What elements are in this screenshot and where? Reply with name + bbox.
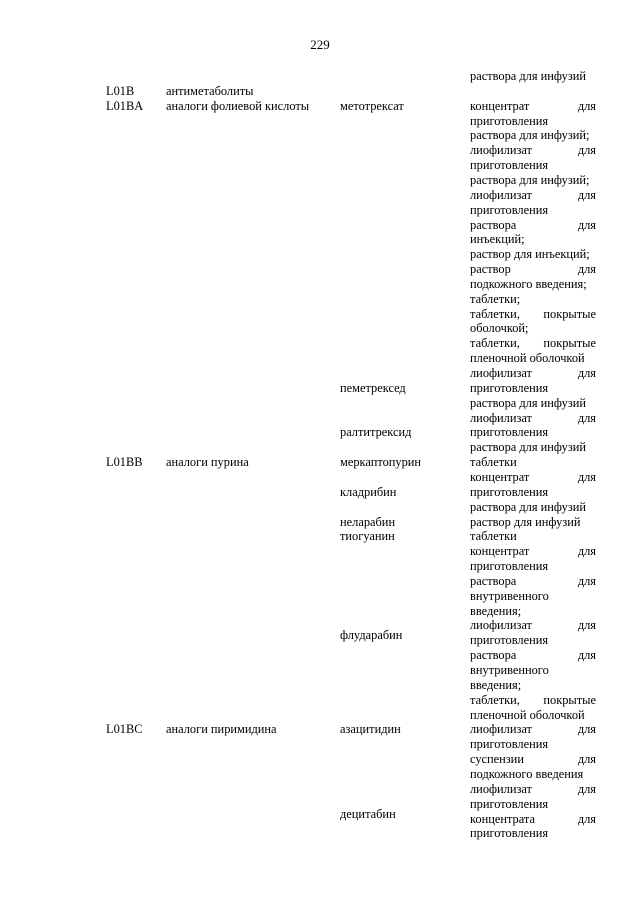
dosage-form-line xyxy=(470,782,596,797)
dosage-form-word: лиофилизат xyxy=(470,782,532,796)
dosage-form-line xyxy=(470,470,596,485)
dosage-form-line xyxy=(470,307,596,322)
dosage-form-word: лиофилизат xyxy=(470,411,532,425)
dosage-form-line: приготовления xyxy=(470,737,549,751)
group-name: аналоги пиримидина xyxy=(166,722,277,736)
dosage-form-word: для xyxy=(577,470,596,484)
dosage-form-word: лиофилизат xyxy=(470,188,532,202)
dosage-form-line: приготовления xyxy=(470,559,549,573)
dosage-form-word: для xyxy=(577,262,596,276)
dosage-form-word: лиофилизат xyxy=(470,366,532,380)
dosage-form-line xyxy=(470,618,596,633)
dosage-form-line: раствора для инфузий xyxy=(470,500,586,514)
dosage-form-word: таблетки, xyxy=(470,336,520,350)
dosage-form-word: лиофилизат xyxy=(470,618,532,632)
dosage-form-line: таблетки xyxy=(470,455,517,469)
dosage-form-line: раствора для инфузий; xyxy=(470,128,590,142)
dosage-form-word: покрытые xyxy=(543,307,596,321)
group-name: аналоги фолиевой кислоты xyxy=(166,99,310,113)
dosage-form-line xyxy=(470,188,596,203)
drug-name: децитабин xyxy=(340,807,396,821)
dosage-form-word: таблетки, xyxy=(470,693,520,707)
dosage-form-line xyxy=(470,693,596,708)
dosage-form-line: таблетки xyxy=(470,529,517,543)
dosage-form-line: приготовления xyxy=(470,381,549,395)
atc-code: L01B xyxy=(106,84,135,98)
drug-name: кладрибин xyxy=(340,485,397,499)
dosage-form-line xyxy=(470,752,596,767)
dosage-form-line xyxy=(470,648,596,663)
dosage-form-word: раствора xyxy=(470,218,517,232)
drug-name: азацитидин xyxy=(340,722,401,736)
group-name: аналоги пурина xyxy=(166,455,249,469)
drug-name: меркаптопурин xyxy=(340,455,422,469)
dosage-form-line: приготовления xyxy=(470,797,549,811)
dosage-form-line xyxy=(470,336,596,351)
dosage-form-line xyxy=(470,99,596,114)
dosage-form-word: для xyxy=(577,366,596,380)
dosage-form-line: приготовления xyxy=(470,485,549,499)
dosage-form-line xyxy=(470,218,596,233)
dosage-form-word: для xyxy=(577,648,596,662)
dosage-form-line xyxy=(470,574,596,589)
dosage-form-word: для xyxy=(577,722,596,736)
dosage-form-line: пленочной оболочкой xyxy=(470,351,585,365)
dosage-form-word: раствор xyxy=(470,262,511,276)
dosage-form-word: раствора xyxy=(470,574,517,588)
dosage-form-line: введения; xyxy=(470,604,522,618)
dosage-form-word: для xyxy=(577,99,596,113)
dosage-form-word: концентрат xyxy=(470,544,530,558)
dosage-form-word: покрытые xyxy=(543,336,596,350)
dosage-form-line: инъекций; xyxy=(470,232,525,246)
dosage-form-word: покрытые xyxy=(543,693,596,707)
dosage-form-line: приготовления xyxy=(470,826,549,840)
dosage-form-word: лиофилизат xyxy=(470,143,532,157)
dosage-form-line xyxy=(470,262,596,277)
drug-name: неларабин xyxy=(340,515,396,529)
dosage-form-word: для xyxy=(577,544,596,558)
dosage-form-word: концентрат xyxy=(470,470,530,484)
group-name: антиметаболиты xyxy=(166,84,254,98)
dosage-form-line: внутривенного xyxy=(470,663,549,677)
dosage-form-line: раствора для инфузий xyxy=(470,69,586,83)
dosage-form-line: приготовления xyxy=(470,633,549,647)
dosage-form-word: суспензии xyxy=(470,752,524,766)
dosage-form-line: пленочной оболочкой xyxy=(470,708,585,722)
drug-name: флударабин xyxy=(340,628,403,642)
dosage-form-word: концентрат xyxy=(470,99,530,113)
dosage-form-line: приготовления xyxy=(470,203,549,217)
atc-code: L01BB xyxy=(106,455,143,469)
dosage-form-line: введения; xyxy=(470,678,522,692)
drug-name: ралтитрексид xyxy=(340,425,412,439)
dosage-form-word: для xyxy=(577,143,596,157)
dosage-form-line: приготовления xyxy=(470,425,549,439)
dosage-form-word: для xyxy=(577,188,596,202)
dosage-form-word: раствора xyxy=(470,648,517,662)
dosage-form-line: приготовления xyxy=(470,158,549,172)
drug-name: метотрексат xyxy=(340,99,404,113)
dosage-form-word: концентрата xyxy=(470,812,535,826)
dosage-form-line: раствор для инфузий xyxy=(470,515,581,529)
dosage-form-word: для xyxy=(577,411,596,425)
dosage-form-line xyxy=(470,812,596,827)
drug-name: тиогуанин xyxy=(340,529,395,543)
dosage-form-word: для xyxy=(577,218,596,232)
atc-code: L01BA xyxy=(106,99,144,113)
dosage-form-line: раствор для инъекций; xyxy=(470,247,590,261)
dosage-form-line: раствора для инфузий xyxy=(470,396,586,410)
dosage-form-word: для xyxy=(577,618,596,632)
page-number: 229 xyxy=(310,37,330,52)
dosage-form-line: подкожного введения xyxy=(470,767,584,781)
drug-name: пеметрексед xyxy=(340,381,406,395)
dosage-form-line xyxy=(470,722,596,737)
dosage-form-line: оболочкой; xyxy=(470,321,529,335)
dosage-form-line: внутривенного xyxy=(470,589,549,603)
dosage-form-line: подкожного введения; xyxy=(470,277,587,291)
dosage-form-line xyxy=(470,544,596,559)
dosage-form-word: для xyxy=(577,574,596,588)
dosage-form-line xyxy=(470,411,596,426)
dosage-form-word: лиофилизат xyxy=(470,722,532,736)
dosage-form-word: для xyxy=(577,812,596,826)
atc-code: L01BC xyxy=(106,722,143,736)
dosage-form-word: таблетки, xyxy=(470,307,520,321)
dosage-form-line: таблетки; xyxy=(470,292,521,306)
dosage-form-word: для xyxy=(577,752,596,766)
dosage-form-line xyxy=(470,366,596,381)
dosage-form-line: раствора для инфузий xyxy=(470,440,586,454)
dosage-form-line: приготовления xyxy=(470,114,549,128)
dosage-form-word: для xyxy=(577,782,596,796)
dosage-form-line: раствора для инфузий; xyxy=(470,173,590,187)
dosage-form-line xyxy=(470,143,596,158)
